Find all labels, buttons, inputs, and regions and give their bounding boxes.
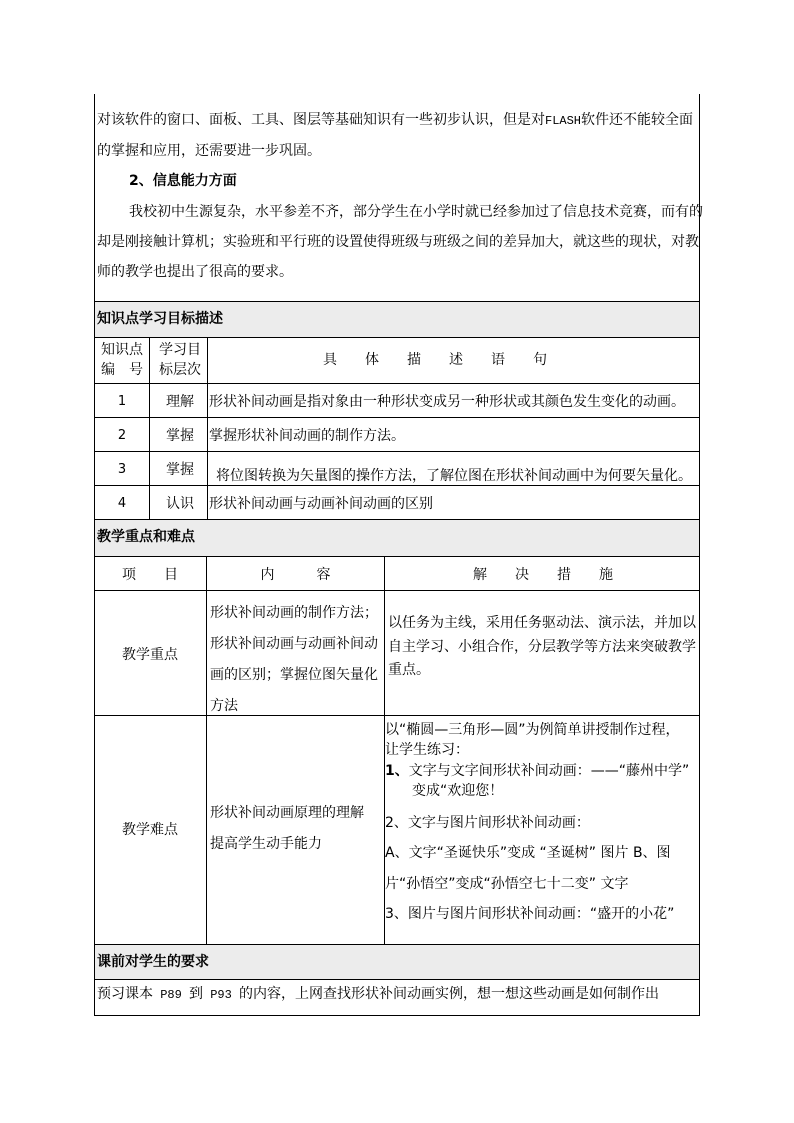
key-point-solution: 以任务为主线，采用任务驱动法、演示法，并加以 <box>388 615 696 631</box>
row-description: 将位图转换为矢量图的操作方法，了解位图在形状补间动画中为何要矢量化。 <box>216 468 692 484</box>
difficult-point-solution: 片“孙悟空”变成“孙悟空七十二变” 文字 <box>385 876 629 892</box>
key-point-content: 形状补间动画与动画补间动 <box>210 636 378 652</box>
difficult-point-content: 形状补间动画原理的理解 <box>210 805 364 821</box>
difficult-point-solution: 以“椭圆—三角形—圆”为例简单讲授制作过程， <box>385 722 680 738</box>
intro-paragraph-line: 师的教学也提出了很高的要求。 <box>97 264 293 280</box>
row-number: 2 <box>117 428 127 443</box>
difficult-point-content: 提高学生动手能力 <box>210 836 322 852</box>
col-header-level: 学习目 <box>159 342 201 358</box>
key-point-content: 画的区别；掌握位图矢量化 <box>210 667 378 683</box>
key-point-content: 形状补间动画的制作方法； <box>210 605 378 621</box>
difficult-point-label: 教学难点 <box>122 822 178 838</box>
col-header-solution: 解 决 措 施 <box>473 567 613 583</box>
intro-paragraph-line: 我校初中生源复杂，水平参差不齐，部分学生在小学时就已经参加过了信息技术竞赛，而有的 <box>129 204 703 220</box>
difficult-point-solution: 2、文字与图片间形状补间动画： <box>385 815 590 831</box>
col-header-number: 编 号 <box>101 362 143 378</box>
key-point-content: 方法 <box>210 698 238 714</box>
col-header-level: 标层次 <box>159 362 201 378</box>
intro-paragraph-line: 对该软件的窗口、面板、工具、图层等基础知识有一些初步认识，但是对FLASH软件还不能较全面 <box>97 112 694 128</box>
lesson-plan-table <box>94 94 703 1016</box>
col-header-description: 具 体 描 述 语 句 <box>323 352 547 368</box>
row-level: 掌握 <box>166 428 194 444</box>
key-point-label: 教学重点 <box>122 647 178 663</box>
difficult-point-solution: 变成“欢迎您！ <box>412 783 504 799</box>
subheading: 2、信息能力方面 <box>129 173 237 189</box>
section-title-knowledge: 知识点学习目标描述 <box>97 311 223 327</box>
row-description: 形状补间动画与动画补间动画的区别 <box>209 496 433 512</box>
requirements-text: 预习课本 P89 到 P93 的内容，上网查找形状补间动画实例，想一想这些动画是如何制作出 <box>97 986 660 1002</box>
col-header-content: 内 容 <box>260 567 331 583</box>
key-point-solution: 重点。 <box>388 662 430 678</box>
intro-paragraph-line: 的掌握和应用，还需要进一步巩固。 <box>97 143 321 159</box>
section-title-requirements: 课前对学生的要求 <box>97 954 209 970</box>
row-level: 掌握 <box>166 462 194 478</box>
row-description: 掌握形状补间动画的制作方法。 <box>209 428 405 444</box>
difficult-point-solution: 3、图片与图片间形状补间动画：“盛开的小花” <box>385 906 675 922</box>
intro-paragraph-line: 却是刚接触计算机；实验班和平行班的设置使得班级与班级之间的差异加大，就这些的现状，对教 <box>97 234 699 250</box>
col-header-number: 知识点 <box>101 342 143 358</box>
row-level: 理解 <box>166 394 194 410</box>
row-number: 4 <box>117 496 127 511</box>
row-number: 1 <box>117 394 127 409</box>
section-title-focus: 教学重点和难点 <box>97 529 195 545</box>
row-description: 形状补间动画是指对象由一种形状变成另一种形状或其颜色发生变化的动画。 <box>209 394 685 410</box>
difficult-point-solution: 1、文字与文字间形状补间动画：——“藤州中学” <box>385 763 690 779</box>
difficult-point-solution: 让学生练习： <box>385 742 469 758</box>
row-number: 3 <box>117 462 127 477</box>
key-point-solution: 自主学习、小组合作，分层教学等方法来突破教学 <box>388 639 696 655</box>
difficult-point-solution: A、文字“圣诞快乐”变成 “圣诞树” 图片 B、图 <box>385 845 671 861</box>
col-header-item: 项 目 <box>122 567 178 583</box>
row-level: 认识 <box>166 496 194 512</box>
